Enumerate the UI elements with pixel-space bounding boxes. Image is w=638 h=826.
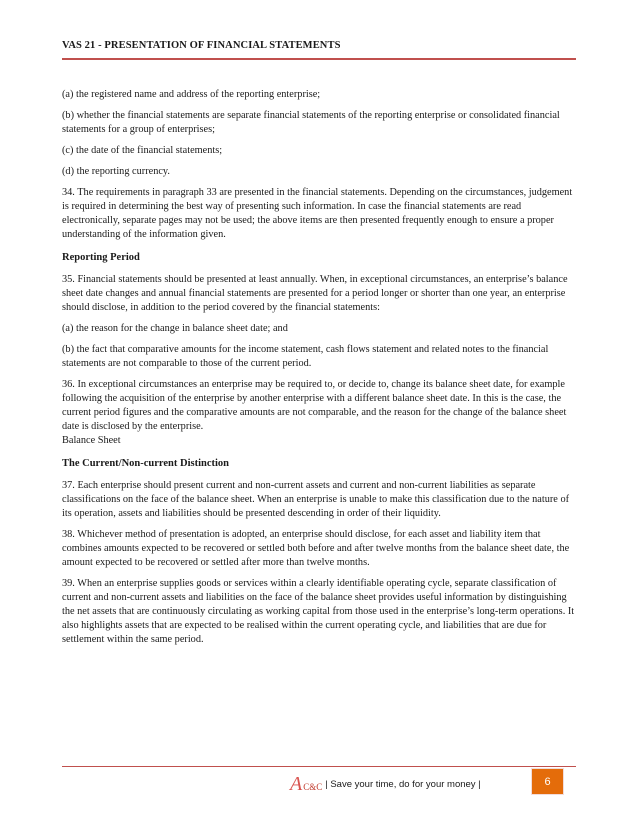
paragraph: Balance Sheet (62, 435, 121, 446)
paragraph: 39. When an enterprise supplies goods or services within a clearly identifiable operating cycle, separate classification of current and non-current assets and liabilities on the face of the balance sheet provides useful information by distinguishing the net assets that are continuously circulating as working capital from those used in the enterprise’s long-term operations. It also highlights assets that are expected to be realised within the current operating cycle, and liabilities that are due for settlement within the same period. (62, 578, 575, 645)
page-number: 6 (544, 775, 551, 788)
header-divider (62, 58, 576, 60)
logo-text: C&C (303, 781, 323, 792)
section-heading: The Current/Non-current Distinction (62, 458, 230, 469)
page-footer (290, 773, 481, 795)
logo-letter: A (290, 772, 303, 795)
paragraph: 37. Each enterprise should present current and non-current assets and current and non-current liabilities as separate classifications on the face of the balance sheet. When an enterprise is unable to make this classification due to the nature of its operation, assets and liabilities should be presented descending in order of their liquidity. (62, 480, 570, 519)
section-heading: Reporting Period (62, 252, 140, 263)
paragraph: (d) the reporting currency. (62, 166, 170, 177)
paragraph: (b) the fact that comparative amounts for the income statement, cash flows statement and related notes to the financial statements are not comparable to those of the current period. (62, 344, 549, 369)
company-logo (290, 773, 322, 796)
footer-divider (62, 766, 576, 767)
page-number-badge (531, 768, 564, 795)
paragraph: 35. Financial statements should be presented at least annually. When, in exceptional circumstances, an enterprise’s balance sheet date changes and annual financial statements are presented for a period longer or shorter than one year, an enterprise should disclose, in addition to the period covered by the financial statements: (62, 274, 568, 313)
paragraph: 38. Whichever method of presentation is adopted, an enterprise should disclose, for each asset and liability item that combines amounts expected to be recovered or settled both before and after twelve months from the balance sheet date, the amount expected to be recovered or settled after more than twelve months. (62, 529, 570, 568)
document-title: VAS 21 - PRESENTATION OF FINANCIAL STATEMENTS (62, 40, 341, 51)
paragraph: (c) the date of the financial statements; (62, 145, 223, 156)
document-body (62, 88, 576, 654)
footer-slogan: | Save your time, do for your money | (325, 778, 481, 790)
paragraph: (a) the reason for the change in balance sheet date; and (62, 323, 288, 334)
paragraph: 36. In exceptional circumstances an enterprise may be required to, or decide to, change its balance sheet date, for example following the acquisition of the enterprise by another enterprise with a different balance sheet date. In this is the case, the current period figures and the comparative amounts are not comparable, and the reason for the change of the balance sheet date is disclosed by the enterprise. (62, 379, 567, 432)
paragraph: 34. The requirements in paragraph 33 are presented in the financial statements. Depending on the circumstances, judgement is required in determining the best way of presenting such information. In case the financial statements are read electronically, separate pages may not be used; the above items are then presented frequently enough to ensure a proper understanding of the information given. (62, 187, 573, 240)
paragraph: (a) the registered name and address of the reporting enterprise; (62, 89, 321, 100)
paragraph: (b) whether the financial statements are separate financial statements of the reporting enterprise or consolidated financial statements for a group of enterprises; (62, 110, 560, 135)
